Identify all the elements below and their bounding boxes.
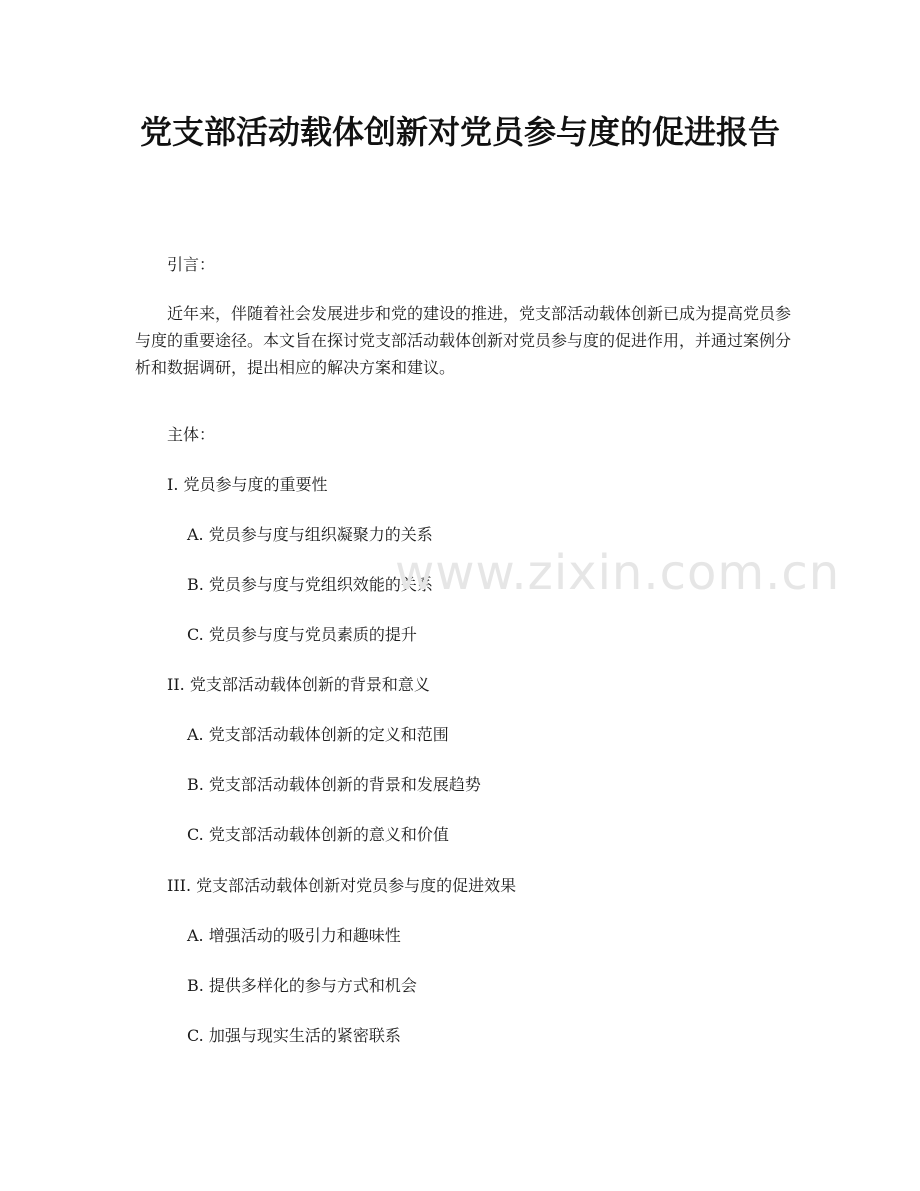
body-heading: 主体： xyxy=(167,425,216,444)
watermark: www.zixin.com.cn xyxy=(395,545,841,601)
section-item: B. 党员参与度与党组织效能的关系 xyxy=(187,575,433,594)
section-heading: II. 党支部活动载体创新的背景和意义 xyxy=(167,675,430,694)
section-item: B. 提供多样化的参与方式和机会 xyxy=(187,976,417,995)
section-item: A. 党员参与度与组织凝聚力的关系 xyxy=(187,525,433,544)
section-heading: III. 党支部活动载体创新对党员参与度的促进效果 xyxy=(167,876,517,895)
section-item: A. 党支部活动载体创新的定义和范围 xyxy=(187,725,449,744)
document-title: 党支部活动载体创新对党员参与度的促进报告 xyxy=(139,113,780,151)
section-item: C. 加强与现实生活的紧密联系 xyxy=(187,1026,401,1045)
intro-heading: 引言： xyxy=(167,255,216,274)
section-item: A. 增强活动的吸引力和趣味性 xyxy=(187,926,401,945)
section-item: C. 党员参与度与党员素质的提升 xyxy=(187,625,417,644)
section-heading: I. 党员参与度的重要性 xyxy=(167,475,328,494)
intro-paragraph: 近年来，伴随着社会发展进步和党的建设的推进，党支部活动载体创新已成为提高党员参与度的重要途径。本文旨在探讨党支部活动载体创新对党员参与度的促进作用，并通过案例分析和数据调研，提出相应的解决方案和建议。 xyxy=(135,304,792,377)
section-item: C. 党支部活动载体创新的意义和价值 xyxy=(187,825,449,844)
section-item: B. 党支部活动载体创新的背景和发展趋势 xyxy=(187,775,481,794)
